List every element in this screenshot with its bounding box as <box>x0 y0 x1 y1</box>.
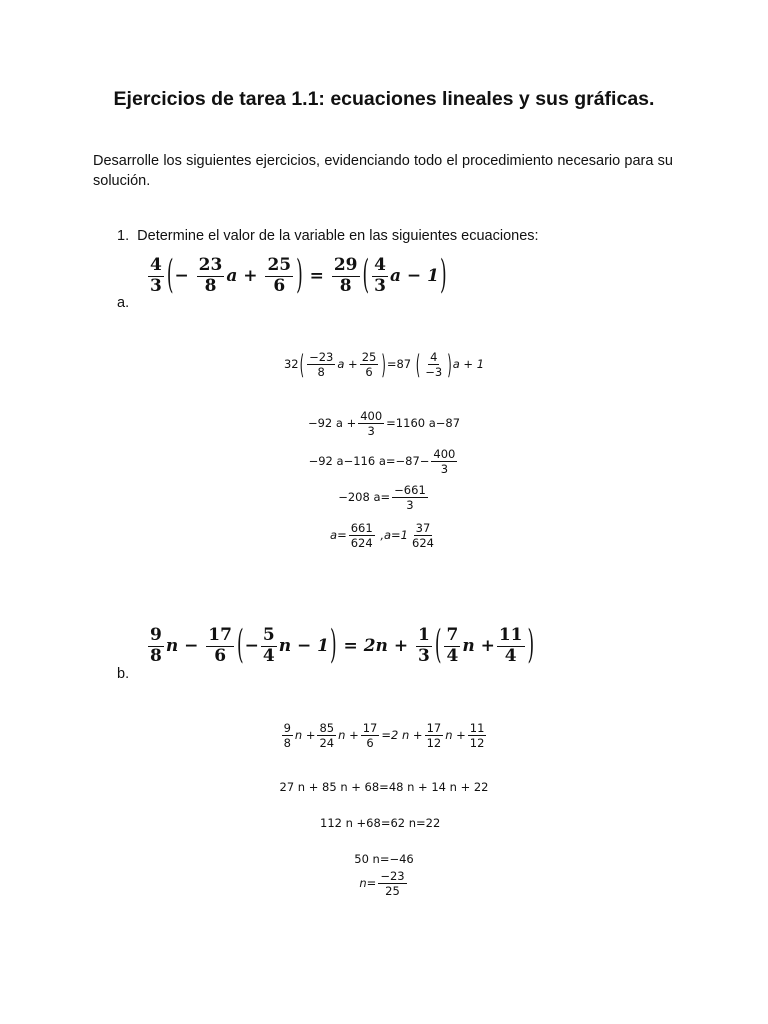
part-b-step-1: $\frac{9}{8}$ n + $\frac{85}{24}$ n + $\frac{17}{6}$ =2 n + $\frac{17}{12}$ n + $\frac{11}{12}$ <box>283 721 485 751</box>
part-a-step-3: −92 a−116 a=−87− $\frac{400}{3}$ <box>308 447 456 477</box>
part-a-step-2: −92 a + $\frac{400}{3}$ =1160 a−87 <box>307 409 461 439</box>
instructions-paragraph: Desarrolle los siguientes ejercicios, evidenciando todo el procedimiento necesario para su solución. <box>93 153 673 189</box>
exercise-text: Determine el valor de la variable en las siguientes ecuaciones: <box>137 228 539 244</box>
exercise-number: 1. <box>117 228 130 244</box>
part-a-step-1: 32( $\frac{-23}{8}$ a + $\frac{25}{6}$ )=87 ( $\frac{4}{-3}$ )a + 1 <box>283 348 485 381</box>
fraction: $\frac{4}{3}$ <box>150 255 162 296</box>
part-a-label: a. <box>117 295 130 311</box>
part-b-step-4: 50 n=−46 <box>354 852 414 866</box>
exercise-1-heading <box>117 228 539 244</box>
page-title: Ejercicios de tarea 1.1: ecuaciones lineales y sus gráficas. <box>113 88 655 110</box>
part-b-step-2: 27 n + 85 n + 68=48 n + 14 n + 22 <box>279 780 489 794</box>
part-b-label: b. <box>117 666 130 682</box>
part-a-step-4: −208 a= $\frac{-661}{3}$ <box>338 483 426 513</box>
part-a-equation: $\frac{4}{3}$ (− $\frac{23}{8}$ a + $\frac{25}{6}$ ) = $\frac{29}{8}$ ( $\frac{4}{3}$ a − 1) <box>150 253 447 300</box>
part-b-step-5: n= $\frac{-23}{25}$ <box>359 869 405 899</box>
part-b-step-3: 112 n +68=62 n=22 <box>320 816 441 830</box>
part-b-equation: $\frac{9}{8}$ n − $\frac{17}{6}$ (− $\frac{5}{4}$ n − 1) = 2n + $\frac{1}{3}$ ( $\frac{7}{4}$ n + $\frac{11}{4}$ ) <box>150 623 535 670</box>
part-a-step-5: a= $\frac{661}{624}$ ,a=1 $\frac{37}{624}$ <box>330 521 434 551</box>
